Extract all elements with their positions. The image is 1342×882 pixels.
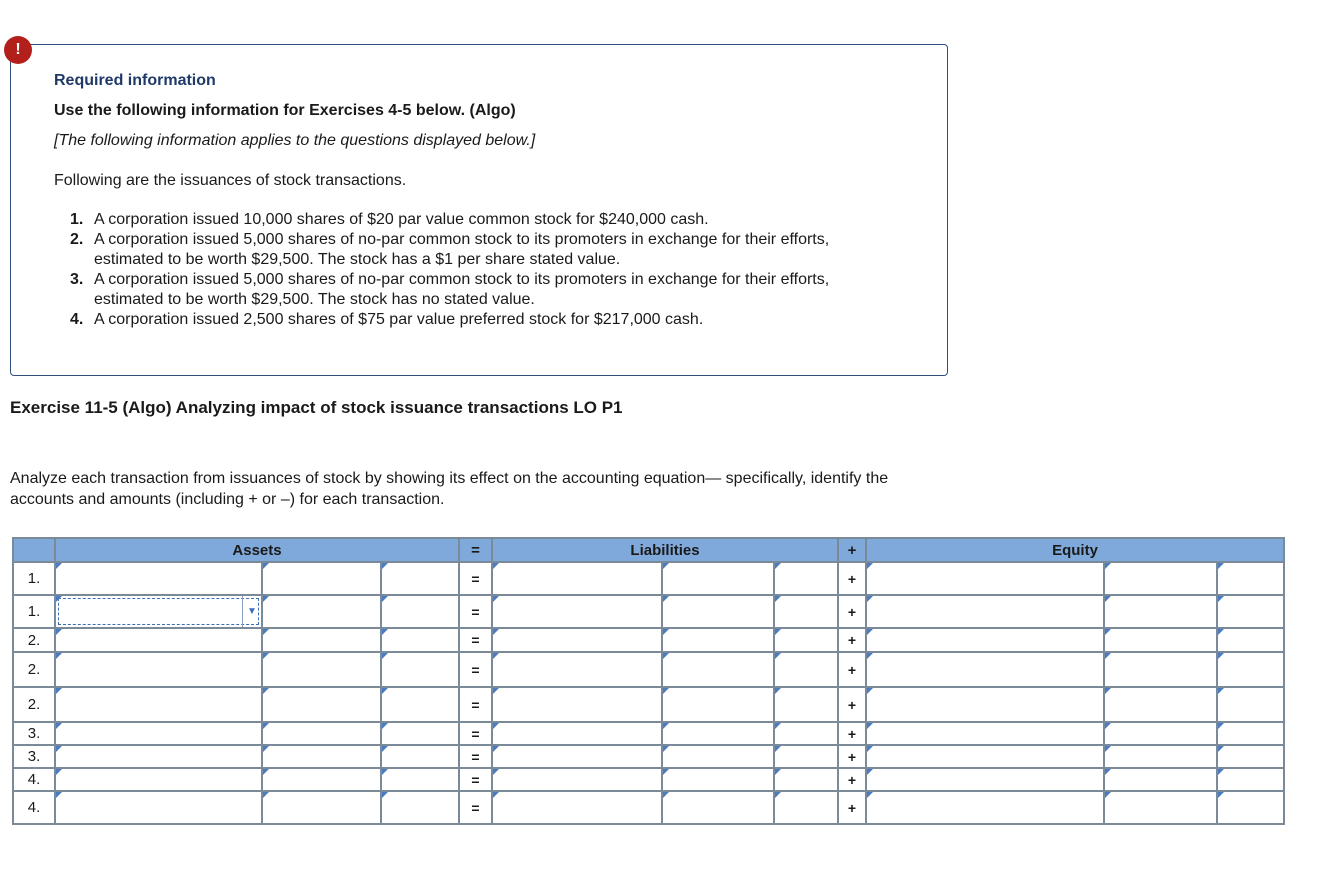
assets-account-input[interactable]	[55, 652, 262, 687]
equals-sign: =	[459, 628, 492, 652]
equity-account-input[interactable]	[866, 628, 1104, 652]
row-label: 3.	[13, 745, 55, 768]
equity-account-input[interactable]	[866, 652, 1104, 687]
header-blank	[13, 538, 55, 562]
table-row	[13, 768, 1284, 791]
plus-sign: +	[838, 595, 866, 628]
assets-account-input[interactable]	[55, 745, 262, 768]
assets-amount-input[interactable]	[262, 562, 381, 595]
list-item: 3. A corporation issued 5,000 shares of no-par common stock to its promoters in exchange for their efforts, estimated to be worth $29,500. The stock has no stated value.	[70, 271, 830, 308]
row-label: 1.	[13, 562, 55, 595]
list-item: 1. A corporation issued 10,000 shares of $20 par value common stock for $240,000 cash.	[70, 211, 709, 228]
equity-account-input[interactable]	[866, 722, 1104, 745]
liabilities-amount-input[interactable]	[774, 791, 838, 824]
accounting-equation-table	[12, 537, 1285, 825]
equals-sign: =	[459, 722, 492, 745]
assets-amount-input[interactable]	[262, 768, 381, 791]
liabilities-amount-input[interactable]	[774, 687, 838, 722]
equity-amount-input[interactable]	[1217, 595, 1284, 628]
info-note: [The following information applies to the questions displayed below.]	[54, 132, 536, 149]
equity-amount-input[interactable]	[1217, 652, 1284, 687]
equity-amount-input[interactable]	[1104, 791, 1217, 824]
table-row	[13, 595, 1284, 628]
liabilities-amount-input[interactable]	[662, 745, 774, 768]
equity-amount-input[interactable]	[1104, 652, 1217, 687]
header-liabilities: Liabilities	[492, 538, 838, 562]
row-label: 2.	[13, 628, 55, 652]
row-label: 2.	[13, 652, 55, 687]
equity-amount-input[interactable]	[1217, 562, 1284, 595]
equity-amount-input[interactable]	[1104, 595, 1217, 628]
plus-sign: +	[838, 687, 866, 722]
equity-amount-input[interactable]	[1217, 745, 1284, 768]
liabilities-account-input[interactable]	[492, 722, 662, 745]
equity-amount-input[interactable]	[1217, 768, 1284, 791]
assets-amount-input[interactable]	[262, 628, 381, 652]
equity-amount-input[interactable]	[1217, 687, 1284, 722]
table-row	[13, 722, 1284, 745]
assets-account-dropdown[interactable]	[55, 595, 262, 628]
liabilities-amount-input[interactable]	[662, 652, 774, 687]
assets-amount-input[interactable]	[381, 791, 459, 824]
assets-amount-input[interactable]	[381, 687, 459, 722]
liabilities-amount-input[interactable]	[662, 768, 774, 791]
equity-account-input[interactable]	[866, 595, 1104, 628]
liabilities-account-input[interactable]	[492, 562, 662, 595]
liabilities-amount-input[interactable]	[774, 652, 838, 687]
liabilities-account-input[interactable]	[492, 745, 662, 768]
liabilities-amount-input[interactable]	[662, 791, 774, 824]
plus-sign: +	[838, 768, 866, 791]
assets-amount-input[interactable]	[381, 745, 459, 768]
header-equity: Equity	[866, 538, 1284, 562]
liabilities-amount-input[interactable]	[774, 745, 838, 768]
alert-icon: !	[4, 36, 32, 64]
assets-amount-input[interactable]	[262, 791, 381, 824]
equals-sign: =	[459, 745, 492, 768]
assets-amount-input[interactable]	[262, 687, 381, 722]
liabilities-account-input[interactable]	[492, 652, 662, 687]
liabilities-account-input[interactable]	[492, 791, 662, 824]
assets-amount-input[interactable]	[262, 745, 381, 768]
assets-amount-input[interactable]	[262, 652, 381, 687]
liabilities-amount-input[interactable]	[662, 628, 774, 652]
info-title: Required information	[54, 72, 216, 89]
equity-account-input[interactable]	[866, 768, 1104, 791]
table-row	[13, 628, 1284, 652]
assets-amount-input[interactable]	[381, 628, 459, 652]
equity-amount-input[interactable]	[1217, 722, 1284, 745]
plus-sign: +	[838, 791, 866, 824]
assets-account-input[interactable]	[55, 628, 262, 652]
equity-amount-input[interactable]	[1104, 768, 1217, 791]
row-label: 4.	[13, 768, 55, 791]
table-row	[13, 652, 1284, 687]
liabilities-amount-input[interactable]	[774, 768, 838, 791]
equity-account-input[interactable]	[866, 791, 1104, 824]
table-row	[13, 791, 1284, 824]
assets-account-input[interactable]	[55, 722, 262, 745]
equals-sign: =	[459, 595, 492, 628]
header-plus: +	[838, 538, 866, 562]
equals-sign: =	[459, 687, 492, 722]
equity-account-input[interactable]	[866, 562, 1104, 595]
liabilities-account-input[interactable]	[492, 628, 662, 652]
plus-sign: +	[838, 745, 866, 768]
liabilities-amount-input[interactable]	[662, 595, 774, 628]
assets-account-input[interactable]	[55, 687, 262, 722]
equals-sign: =	[459, 562, 492, 595]
transaction-list	[70, 210, 870, 330]
assets-amount-input[interactable]	[381, 562, 459, 595]
equals-sign: =	[459, 791, 492, 824]
assets-account-input[interactable]	[55, 768, 262, 791]
liabilities-amount-input[interactable]	[662, 562, 774, 595]
liabilities-amount-input[interactable]	[774, 562, 838, 595]
exercise-instructions: Analyze each transaction from issuances of stock by showing its effect on the accounting equation— specifically, identify the accounts and amounts (including + or –) for each transaction.	[10, 470, 889, 508]
assets-amount-input[interactable]	[381, 768, 459, 791]
header-assets: Assets	[55, 538, 459, 562]
plus-sign: +	[838, 562, 866, 595]
plus-sign: +	[838, 652, 866, 687]
list-item: 2. A corporation issued 5,000 shares of no-par common stock to its promoters in exchange for their efforts, estimated to be worth $29,500. The stock has a $1 per share stated value.	[70, 231, 830, 268]
row-label: 1.	[13, 595, 55, 628]
row-label: 4.	[13, 791, 55, 824]
liabilities-amount-input[interactable]	[662, 722, 774, 745]
assets-amount-input[interactable]	[381, 595, 459, 628]
chevron-down-icon[interactable]: ▼	[242, 596, 261, 627]
liabilities-account-input[interactable]	[492, 595, 662, 628]
assets-amount-input[interactable]	[381, 722, 459, 745]
assets-account-input[interactable]	[55, 562, 262, 595]
assets-amount-input[interactable]	[262, 595, 381, 628]
exercise-title: Exercise 11-5 (Algo) Analyzing impact of stock issuance transactions LO P1	[10, 398, 623, 417]
table-row	[13, 562, 1284, 595]
header-equals: =	[459, 538, 492, 562]
row-label: 2.	[13, 687, 55, 722]
liabilities-amount-input[interactable]	[774, 595, 838, 628]
liabilities-amount-input[interactable]	[774, 628, 838, 652]
info-lead: Following are the issuances of stock transactions.	[54, 172, 407, 189]
info-subtitle: Use the following information for Exercises 4-5 below. (Algo)	[54, 102, 516, 119]
liabilities-account-input[interactable]	[492, 687, 662, 722]
row-label: 3.	[13, 722, 55, 745]
equity-amount-input[interactable]	[1104, 562, 1217, 595]
equity-amount-input[interactable]	[1217, 791, 1284, 824]
table-row	[13, 745, 1284, 768]
equity-amount-input[interactable]	[1217, 628, 1284, 652]
table-row	[13, 687, 1284, 722]
plus-sign: +	[838, 722, 866, 745]
equity-amount-input[interactable]	[1104, 687, 1217, 722]
equity-amount-input[interactable]	[1104, 628, 1217, 652]
liabilities-account-input[interactable]	[492, 768, 662, 791]
liabilities-amount-input[interactable]	[774, 722, 838, 745]
table-header	[13, 538, 1284, 562]
assets-amount-input[interactable]	[381, 652, 459, 687]
equity-account-input[interactable]	[866, 687, 1104, 722]
equity-amount-input[interactable]	[1104, 745, 1217, 768]
assets-amount-input[interactable]	[262, 722, 381, 745]
assets-account-input[interactable]	[55, 791, 262, 824]
equity-account-input[interactable]	[866, 745, 1104, 768]
liabilities-amount-input[interactable]	[662, 687, 774, 722]
equals-sign: =	[459, 652, 492, 687]
plus-sign: +	[838, 628, 866, 652]
equals-sign: =	[459, 768, 492, 791]
list-item: 4. A corporation issued 2,500 shares of $75 par value preferred stock for $217,000 cash.	[70, 311, 704, 328]
equity-amount-input[interactable]	[1104, 722, 1217, 745]
